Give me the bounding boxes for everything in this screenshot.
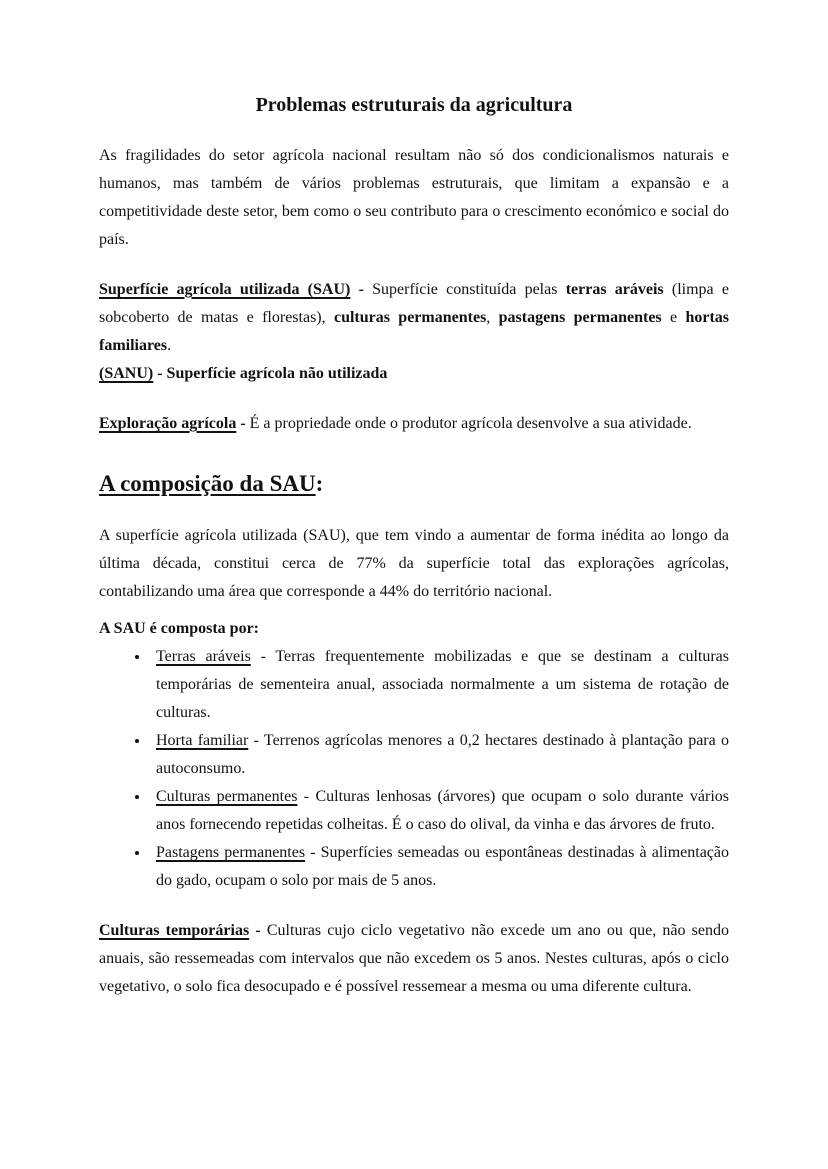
text-run: - Superfícies semeadas ou espontâneas destinadas à alimentação do gado, ocupam o solo por mais de 5 anos. xyxy=(156,844,730,889)
text-run: e xyxy=(661,309,686,326)
bullet-culturas-permanentes xyxy=(150,783,729,839)
section-heading-composicao-sau xyxy=(99,468,729,500)
text-run: Horta familiar xyxy=(156,732,249,749)
text-run: É a propriedade onde o produtor agrícola desenvolve a sua atividade. xyxy=(249,415,692,432)
text-run: - Superfície agrícola não utilizada xyxy=(153,365,388,382)
text-run: hortas familiares xyxy=(99,309,730,354)
bullet-horta-familiar xyxy=(150,727,729,783)
text-run: Pastagens permanentes xyxy=(156,844,306,861)
text-run: , xyxy=(486,309,499,326)
document-title xyxy=(99,90,729,120)
text-run: pastagens permanentes xyxy=(498,309,662,326)
text-run: - Terras frequentemente mobilizadas e que se destinam a culturas temporárias de sementeira anual, associada normalmente a um sistema de rotação de culturas. xyxy=(156,648,730,721)
text-run: - xyxy=(350,281,373,298)
list-intro xyxy=(99,615,729,643)
text-run: A composição da SAU xyxy=(99,471,316,496)
definition-culturas-temporarias xyxy=(99,917,729,1001)
intro-paragraph xyxy=(99,142,729,254)
bullet-list xyxy=(99,643,729,895)
text-run: Culturas permanentes xyxy=(156,788,298,805)
text-run: Superfície agrícola utilizada (SAU) xyxy=(99,281,351,298)
text-run: As fragilidades do setor agrícola nacional resultam não só dos condicionalismos naturais e humanos, mas também de vários problemas estruturais, que limitam a expansão e a competitividade deste setor, bem como o seu contributo para o crescimento económico e social do país. xyxy=(99,147,729,248)
definition-sanu xyxy=(99,360,729,388)
text-run: Problemas estruturais da agricultura xyxy=(255,94,573,116)
text-run: Culturas cujo ciclo vegetativo não excede um ano ou que, não sendo anuais, são ressemeadas com intervalos que não excedem os 5 anos. Nestes culturas, após o ciclo vegetativo, o solo fica desocupado e é possível ressemear a mesma ou uma diferente cultura. xyxy=(99,922,729,995)
text-run: - Culturas lenhosas (árvores) que ocupam o solo durante vários anos fornecendo repetidas colheitas. É o caso do olival, da vinha e das árvores de fruto. xyxy=(156,788,729,833)
text-run: Superfície constituída pelas xyxy=(372,281,566,298)
text-run: terras aráveis xyxy=(565,281,664,298)
text-run: : xyxy=(315,471,324,496)
text-run: - xyxy=(236,415,250,432)
text-run: Terras aráveis xyxy=(156,648,251,665)
text-run: - Terrenos agrícolas menores a 0,2 hectares destinado à plantação para o autoconsumo. xyxy=(156,732,729,777)
definition-exploracao xyxy=(99,410,729,438)
text-run: Culturas temporárias xyxy=(99,922,250,939)
definition-sau xyxy=(99,276,729,360)
bullet-pastagens-permanentes xyxy=(150,839,729,895)
text-run: A SAU é composta por: xyxy=(99,620,259,637)
text-run: (limpa e sobcoberto de matas e florestas), xyxy=(99,281,729,326)
bullet-terras-araveis xyxy=(150,643,729,727)
text-run: A superfície agrícola utilizada (SAU), que tem vindo a aumentar de forma inédita ao longo da última década, constitui cerca de 77% da superfície total das explorações agrícolas, contabilizando uma área que corresponde a 44% do território nacional. xyxy=(99,527,729,600)
text-run: (SANU) xyxy=(99,365,154,382)
text-run: . xyxy=(167,337,172,354)
text-run: - xyxy=(249,922,267,939)
sau-description-paragraph xyxy=(99,522,729,606)
text-run: Exploração agrícola xyxy=(99,415,237,432)
text-run: culturas permanentes xyxy=(333,309,487,326)
